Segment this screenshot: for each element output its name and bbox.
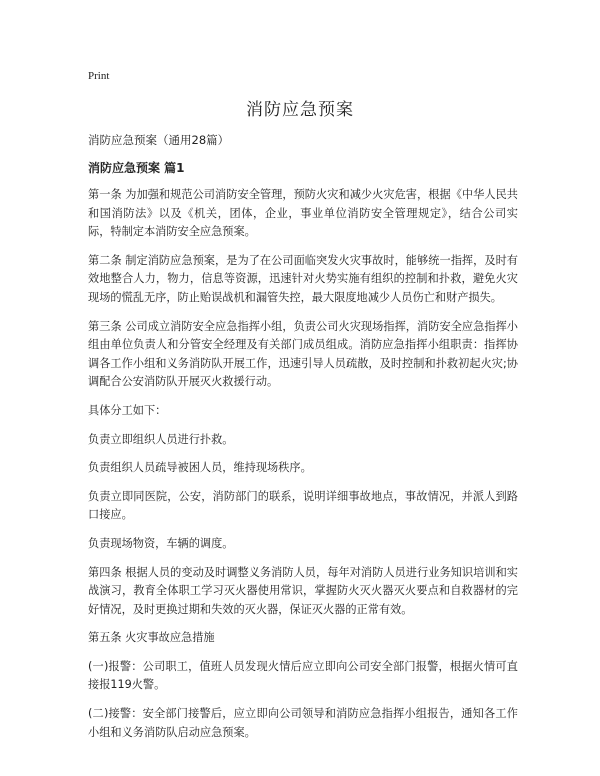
paragraph-duty-4: 负责现场物资，车辆的调度。	[88, 536, 234, 550]
section-heading: 消防应急预案 篇1	[88, 161, 185, 175]
paragraph-article-4: 第四条 根据人员的变动及时调整义务消防人员，每年对消防人员进行业务知识培训和实战演习，教育全体职工学习灭火器使用常识，掌握防火灭火器灭火要点和自救器材的完好情况，及时更换过期和失效的灭火器，保证灭火器的正常有效。	[88, 565, 518, 616]
document-title: 消防应急预案	[246, 100, 354, 120]
paragraph-article-5: 第五条 火灾事故应急措施	[88, 631, 215, 645]
paragraph-article-3: 第三条 公司成立消防安全应急指挥小组，负责公司火灾现场指挥，消防安全应急指挥小组由单位负责人和分管安全经理及有关部门成员组成。消防应急指挥小组职责：指挥协调各工作小组和义务消防队开展工作，迅速引导人员疏散，及时控制和扑救初起火灾;协调配合公安消防队开展灭火救援行动。	[88, 319, 518, 389]
paragraph-division-intro: 具体分工如下：	[88, 403, 167, 417]
paragraph-duty-1: 负责立即组织人员进行扑救。	[88, 432, 234, 446]
paragraph-alarm: (一)报警：公司职工，值班人员发现火情后应立即向公司安全部门报警，根据火情可直接报119火警。	[88, 659, 518, 692]
paragraph-article-1: 第一条 为加强和规范公司消防安全管理，预防火灾和减少火灾危害，根据《中华人民共和国消防法》以及《机关，团体，企业，事业单位消防安全管理规定》，结合公司实际，特制定本消防安全应急预案。	[88, 188, 518, 239]
paragraph-receive-alarm: (二)接警：安全部门接警后，应立即向公司领导和消防应急指挥小组报告，通知各工作小组和义务消防队启动应急预案。	[88, 707, 518, 739]
document-subtitle: 消防应急预案（通用28篇）	[88, 133, 230, 147]
paragraph-duty-3: 负责立即同医院，公安，消防部门的联系，说明详细事故地点，事故情况，并派人到路口接应。	[88, 489, 518, 522]
paragraph-duty-2: 负责组织人员疏导被困人员，维持现场秩序。	[88, 461, 312, 475]
print-link[interactable]: Print	[88, 70, 110, 82]
document-body	[88, 132, 518, 752]
paragraph-article-2: 第二条 制定消防应急预案，是为了在公司面临突发火灾事故时，能够统一指挥，及时有效地整合人力，物力，信息等资源，迅速针对火势实施有组织的控制和扑救，避免火灾现场的慌乱无序，防止贻误战机和漏管失控，最大限度地减少人员伤亡和财产损失。	[88, 253, 518, 304]
